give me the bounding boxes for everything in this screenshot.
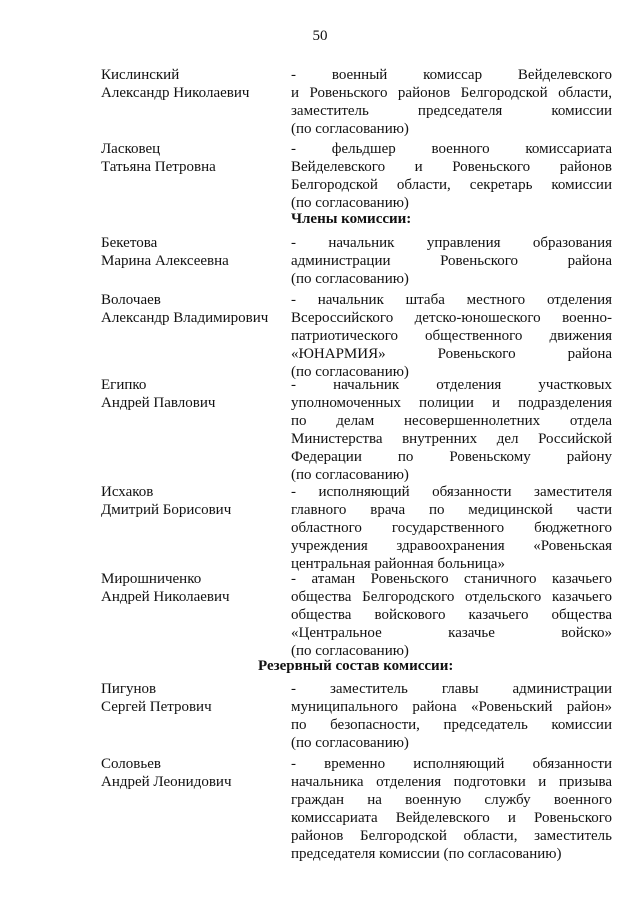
member-surname: Кислинский [101,67,180,83]
role-line: (по согласованию) [291,121,409,137]
role-line: Вейделевского и Ровеньского районов [291,159,612,175]
role-line: - временно исполняющий обязанности [291,756,612,772]
role-line: муниципального района «Ровеньский район» [291,699,612,715]
member-surname: Мирошниченко [101,571,202,587]
member-role [291,483,612,573]
member-role [291,234,612,288]
member-name [101,680,281,716]
member-name [101,66,281,102]
role-line: - начальник отделения участковых [291,377,612,393]
role-line: общества войскового казачьего общества [291,607,612,623]
member-given-names: Андрей Леонидович [101,774,232,790]
role-line: уполномоченных полиции и подразделения [291,395,612,411]
role-line: учреждения здравоохранения «Ровеньская [291,538,612,554]
role-line: граждан на военную службу военного [291,792,612,808]
members-heading: Члены комиссии: [291,211,412,227]
member-given-names: Татьяна Петровна [101,159,216,175]
role-line: Министерства внутренних дел Российской [291,431,612,447]
role-line: - атаман Ровеньского станичного казачьего [291,571,612,587]
member-name [101,234,281,270]
role-line: главного врача по медицинской части [291,502,612,518]
role-line: администрации Ровеньского района [291,253,612,269]
member-given-names: Андрей Николаевич [101,589,230,605]
member-role [291,140,612,212]
member-given-names: Андрей Павлович [101,395,216,411]
role-line: (по согласованию) [291,643,409,659]
role-line: - начальник штаба местного отделения [291,292,612,308]
member-name [101,570,281,606]
member-name [101,291,281,327]
role-line: (по согласованию) [291,195,409,211]
role-line: и Ровеньского районов Белгородской области, [291,85,612,101]
member-surname: Соловьев [101,756,161,772]
role-line: общества Белгородского отдельского казачьего [291,589,612,605]
role-line: комиссариата Вейделевского и Ровеньского [291,810,612,826]
member-surname: Ласковец [101,141,161,157]
role-line: (по согласованию) [291,735,409,751]
role-line: по делам несовершеннолетних отдела [291,413,612,429]
member-role [291,66,612,138]
role-line: районов Белгородской области, заместитель [291,828,612,844]
member-role [291,680,612,752]
member-given-names: Дмитрий Борисович [101,502,232,518]
member-given-names: Сергей Петрович [101,699,212,715]
member-name [101,755,281,791]
role-line: «ЮНАРМИЯ» Ровеньского района [291,346,612,362]
role-line: Федерации по Ровеньскому району [291,449,612,465]
role-line: патриотического общественного движения [291,328,612,344]
role-line: - исполняющий обязанности заместителя [291,484,612,500]
member-surname: Египко [101,377,147,393]
member-name [101,376,281,412]
role-line: (по согласованию) [291,467,409,483]
role-line: Всероссийского детско-юношеского военно- [291,310,612,326]
role-line: - военный комиссар Вейделевского [291,67,612,83]
member-name [101,483,281,519]
role-line: - фельдшер военного комиссариата [291,141,612,157]
member-surname: Бекетова [101,235,158,251]
role-line: Белгородской области, секретарь комиссии [291,177,612,193]
member-given-names: Марина Алексеевна [101,253,229,269]
role-line: по безопасности, председатель комиссии [291,717,612,733]
role-line: начальника отделения подготовки и призыва [291,774,612,790]
page-number: 50 [312,28,328,44]
member-surname: Волочаев [101,292,161,308]
member-role [291,291,612,381]
member-surname: Пигунов [101,681,157,697]
member-role [291,755,612,863]
member-given-names: Александр Николаевич [101,85,250,101]
member-name [101,140,281,176]
member-role [291,376,612,484]
role-line: (по согласованию) [291,271,409,287]
member-given-names: Александр Владимирович [101,310,269,326]
role-line: «Центральное казачье войско» [291,625,612,641]
role-line: - начальник управления образования [291,235,612,251]
reserve-heading: Резервный состав комиссии: [258,658,454,674]
role-line: - заместитель главы администрации [291,681,612,697]
role-line: заместитель председателя комиссии [291,103,612,119]
member-surname: Исхаков [101,484,154,500]
role-line: центральная районная больница» [291,556,505,572]
role-line: (по согласованию) [291,364,409,380]
role-line: председателя комиссии (по согласованию) [291,846,562,862]
role-line: областного государственного бюджетного [291,520,612,536]
member-role [291,570,612,660]
